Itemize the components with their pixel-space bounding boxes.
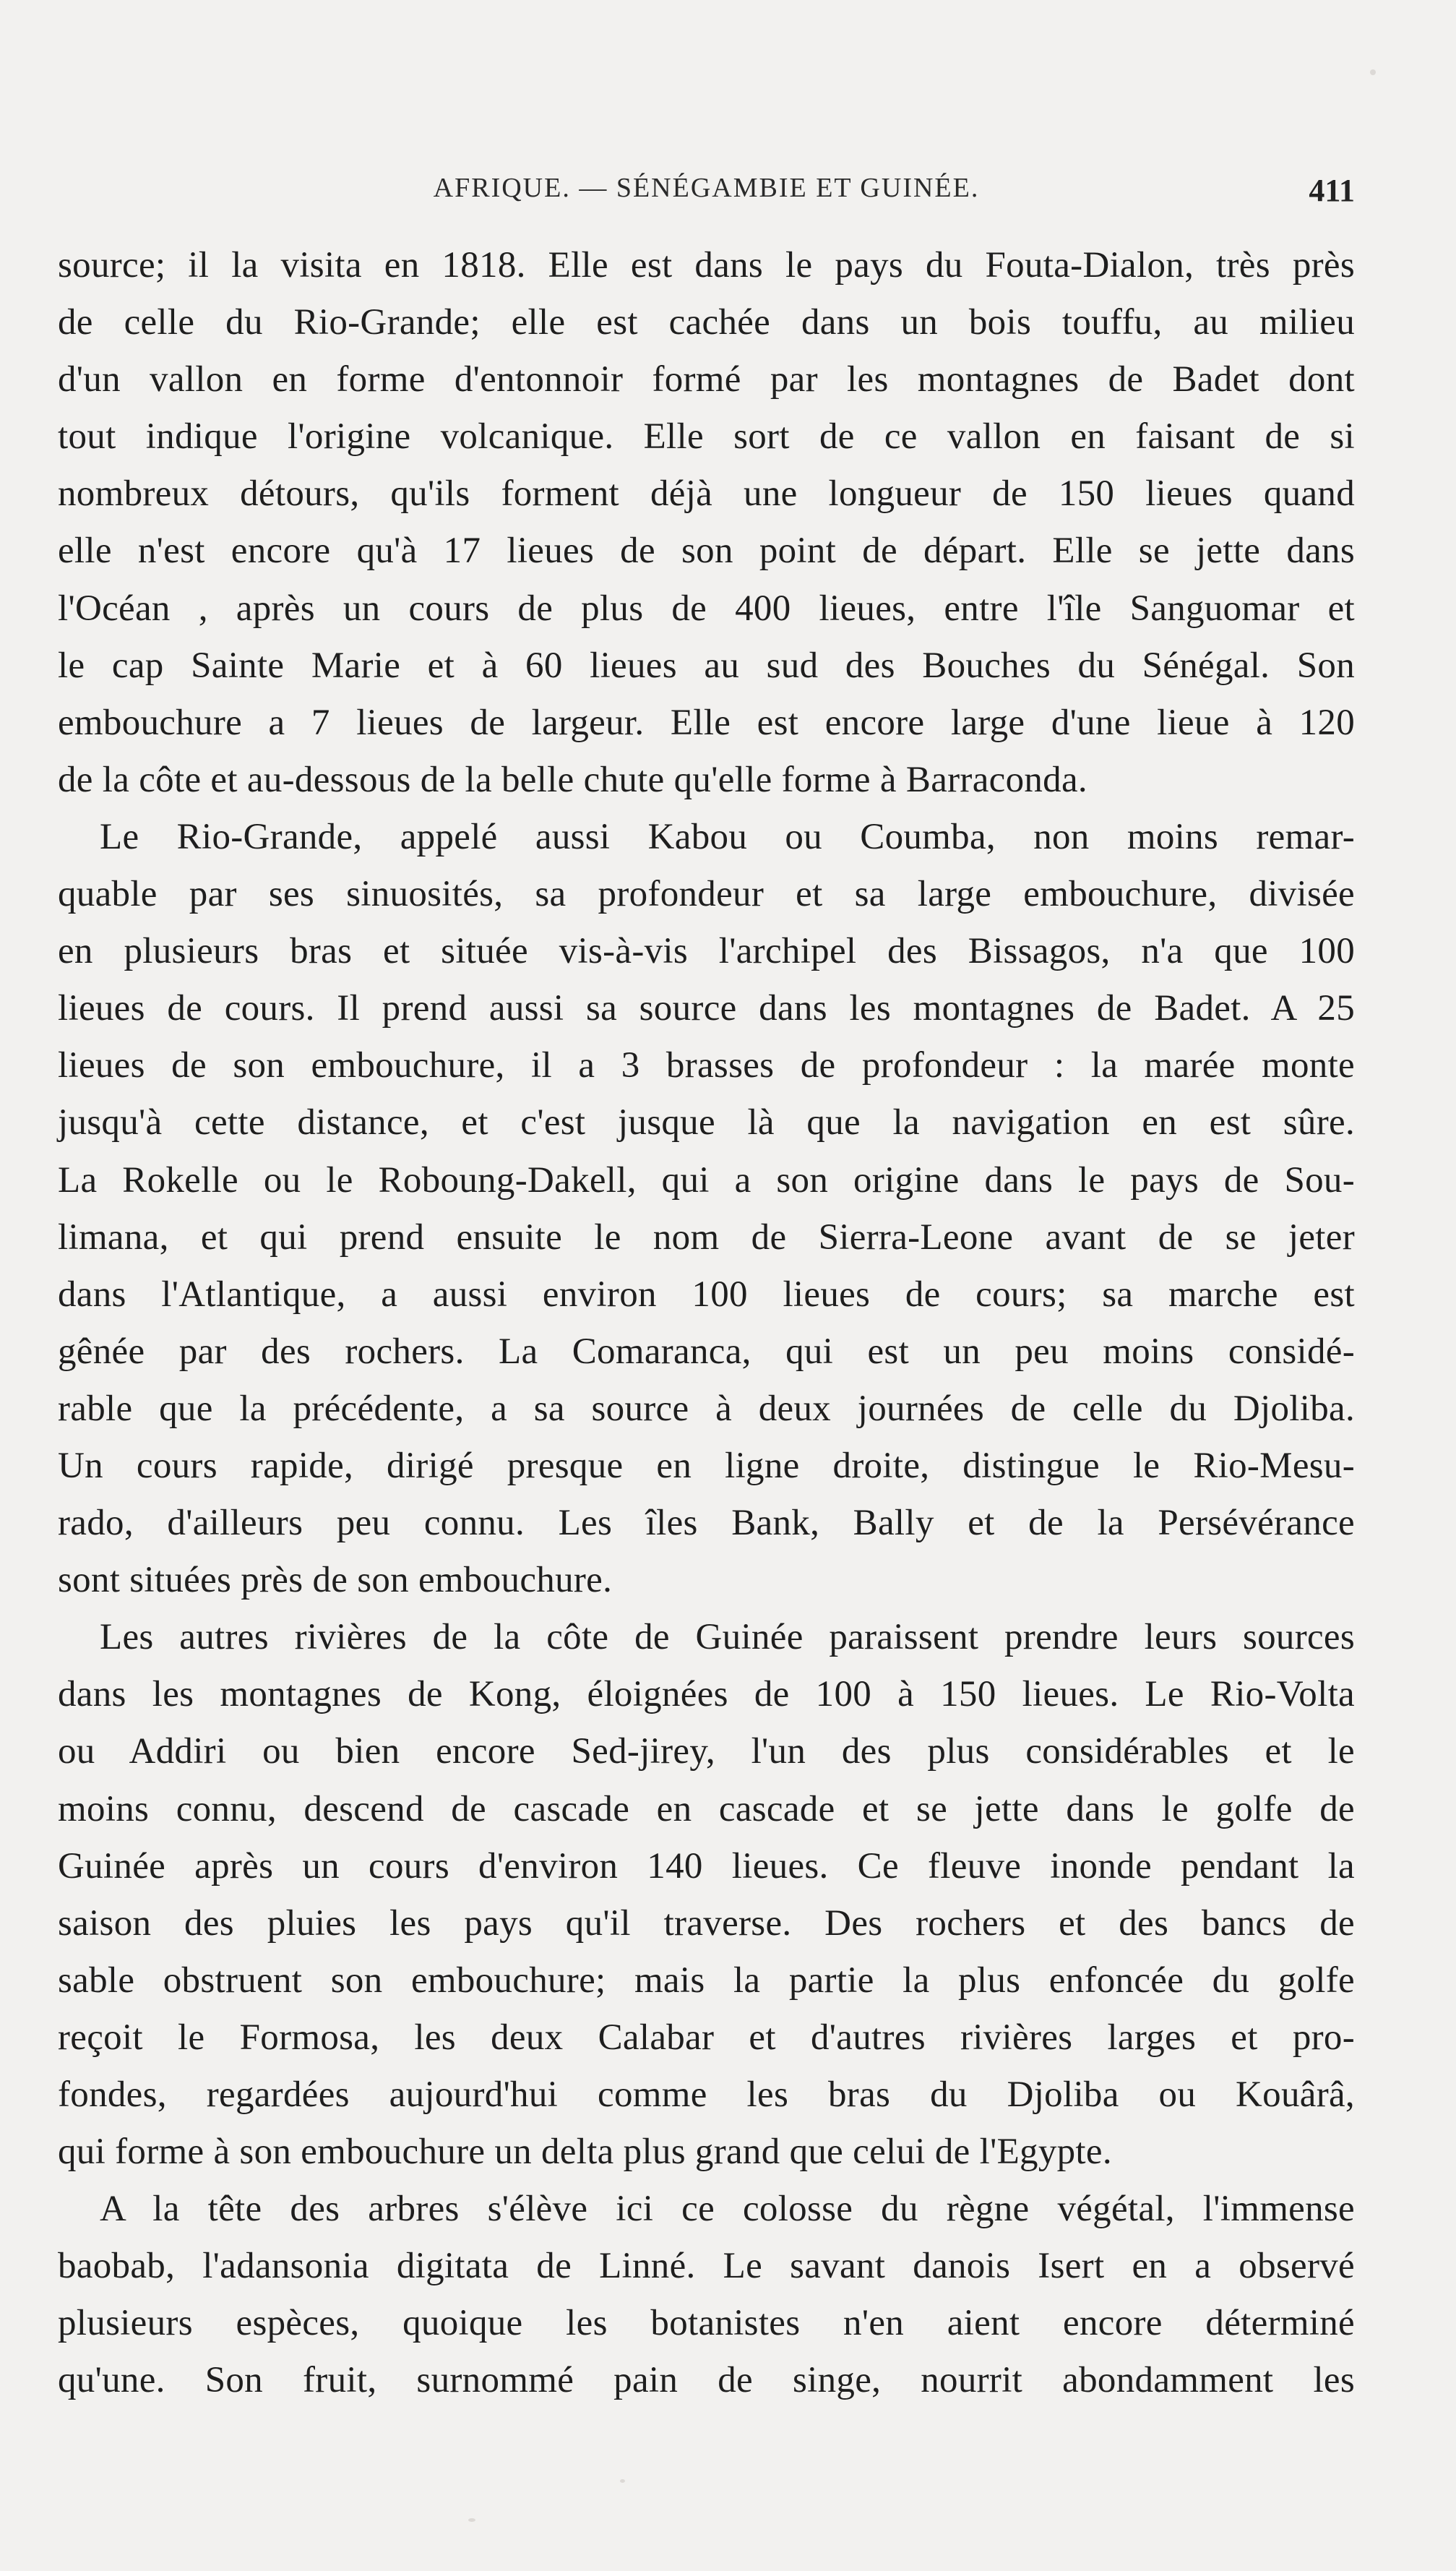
text-line: l'Océan , après un cours de plus de 400 lieues, entre l'île Sanguomar et (58, 588, 1355, 629)
text-line: Les autres rivières de la côte de Guinée paraissent prendre leurs sources (100, 1617, 1355, 1658)
text-line: rable que la précédente, a sa source à deux journées de celle du Djoliba. (58, 1388, 1355, 1429)
text-line: lieues de son embouchure, il a 3 brasses de profondeur : la marée monte (58, 1045, 1355, 1086)
text-line: sable obstruent son embouchure; mais la partie la plus enfoncée du golfe (58, 1960, 1355, 2001)
text-line: lieues de cours. Il prend aussi sa source dans les montagnes de Badet. A 25 (58, 988, 1355, 1029)
text-line: ou Addiri ou bien encore Sed-jirey, l'un des plus considérables et le (58, 1731, 1355, 1772)
text-line: dans l'Atlantique, a aussi environ 100 lieues de cours; sa marche est (58, 1274, 1355, 1315)
text-line: qu'une. Son fruit, surnommé pain de singe, nourrit abondamment les (58, 2360, 1355, 2401)
body-text (58, 237, 1355, 2410)
text-line: saison des pluies les pays qu'il traverse. Des rochers et des bancs de (58, 1902, 1355, 1944)
text-line: plusieurs espèces, quoique les botanistes n'en aient encore déterminé (58, 2303, 1355, 2344)
text-line: sont situées près de son embouchure. (58, 1560, 613, 1601)
text-line: elle n'est encore qu'à 17 lieues de son point de départ. Elle se jette dans (58, 531, 1355, 572)
page-number: 411 (1309, 173, 1355, 208)
text-line: de la côte et au-dessous de la belle chute qu'elle forme à Barraconda. (58, 759, 1087, 800)
text-line: Le Rio-Grande, appelé aussi Kabou ou Coumba, non moins remar- (100, 816, 1355, 857)
running-title: AFRIQUE. — SÉNÉGAMBIE ET GUINÉE. (433, 173, 980, 203)
text-line: baobab, l'adansonia digitata de Linné. Le savant danois Isert en a observé (58, 2246, 1355, 2287)
paper-speck (468, 2518, 475, 2522)
text-line: le cap Sainte Marie et à 60 lieues au sud des Bouches du Sénégal. Son (58, 645, 1355, 686)
text-line: nombreux détours, qu'ils forment déjà une longueur de 150 lieues quand (58, 473, 1355, 515)
text-line: d'un vallon en forme d'entonnoir formé par les montagnes de Badet dont (58, 359, 1355, 400)
text-line: gênée par des rochers. La Comaranca, qui est un peu moins considé- (58, 1331, 1355, 1372)
text-line: Guinée après un cours d'environ 140 lieues. Ce fleuve inonde pendant la (58, 1845, 1355, 1887)
text-line: A la tête des arbres s'élève ici ce colosse du règne végétal, l'immense (100, 2189, 1355, 2230)
text-line: jusqu'à cette distance, et c'est jusque là que la navigation en est sûre. (58, 1102, 1355, 1143)
text-line: limana, et qui prend ensuite le nom de Sierra-Leone avant de se jeter (58, 1216, 1355, 1258)
text-line: La Rokelle ou le Roboung-Dakell, qui a son origine dans le pays de Sou- (58, 1159, 1355, 1201)
text-line: rado, d'ailleurs peu connu. Les îles Bank, Bally et de la Persévérance (58, 1503, 1355, 1544)
text-line: dans les montagnes de Kong, éloignées de 100 à 150 lieues. Le Rio-Volta (58, 1674, 1355, 1715)
text-line: Un cours rapide, dirigé presque en ligne droite, distingue le Rio-Mesu- (58, 1445, 1355, 1486)
paper-speck (620, 2479, 625, 2483)
text-line: en plusieurs bras et située vis-à-vis l'archipel des Bissagos, n'a que 100 (58, 931, 1355, 972)
text-line: moins connu, descend de cascade en cascade et se jette dans le golfe de (58, 1788, 1355, 1829)
text-line: reçoit le Formosa, les deux Calabar et d'autres rivières larges et pro- (58, 2017, 1355, 2058)
paper-speck (1370, 69, 1376, 75)
text-line: embouchure a 7 lieues de largeur. Elle est encore large d'une lieue à 120 (58, 702, 1355, 743)
text-line: de celle du Rio-Grande; elle est cachée dans un bois touffu, au milieu (58, 302, 1355, 343)
text-line: tout indique l'origine volcanique. Elle sort de ce vallon en faisant de si (58, 416, 1355, 458)
running-head (58, 172, 1355, 215)
text-line: quable par ses sinuosités, sa profondeur et sa large embouchure, divisée (58, 874, 1355, 915)
text-line: source; il la visita en 1818. Elle est dans le pays du Fouta-Dialon, très près (58, 245, 1355, 286)
text-line: fondes, regardées aujourd'hui comme les bras du Djoliba ou Kouârâ, (58, 2074, 1355, 2115)
text-line: qui forme à son embouchure un delta plus grand que celui de l'Egypte. (58, 2132, 1112, 2173)
